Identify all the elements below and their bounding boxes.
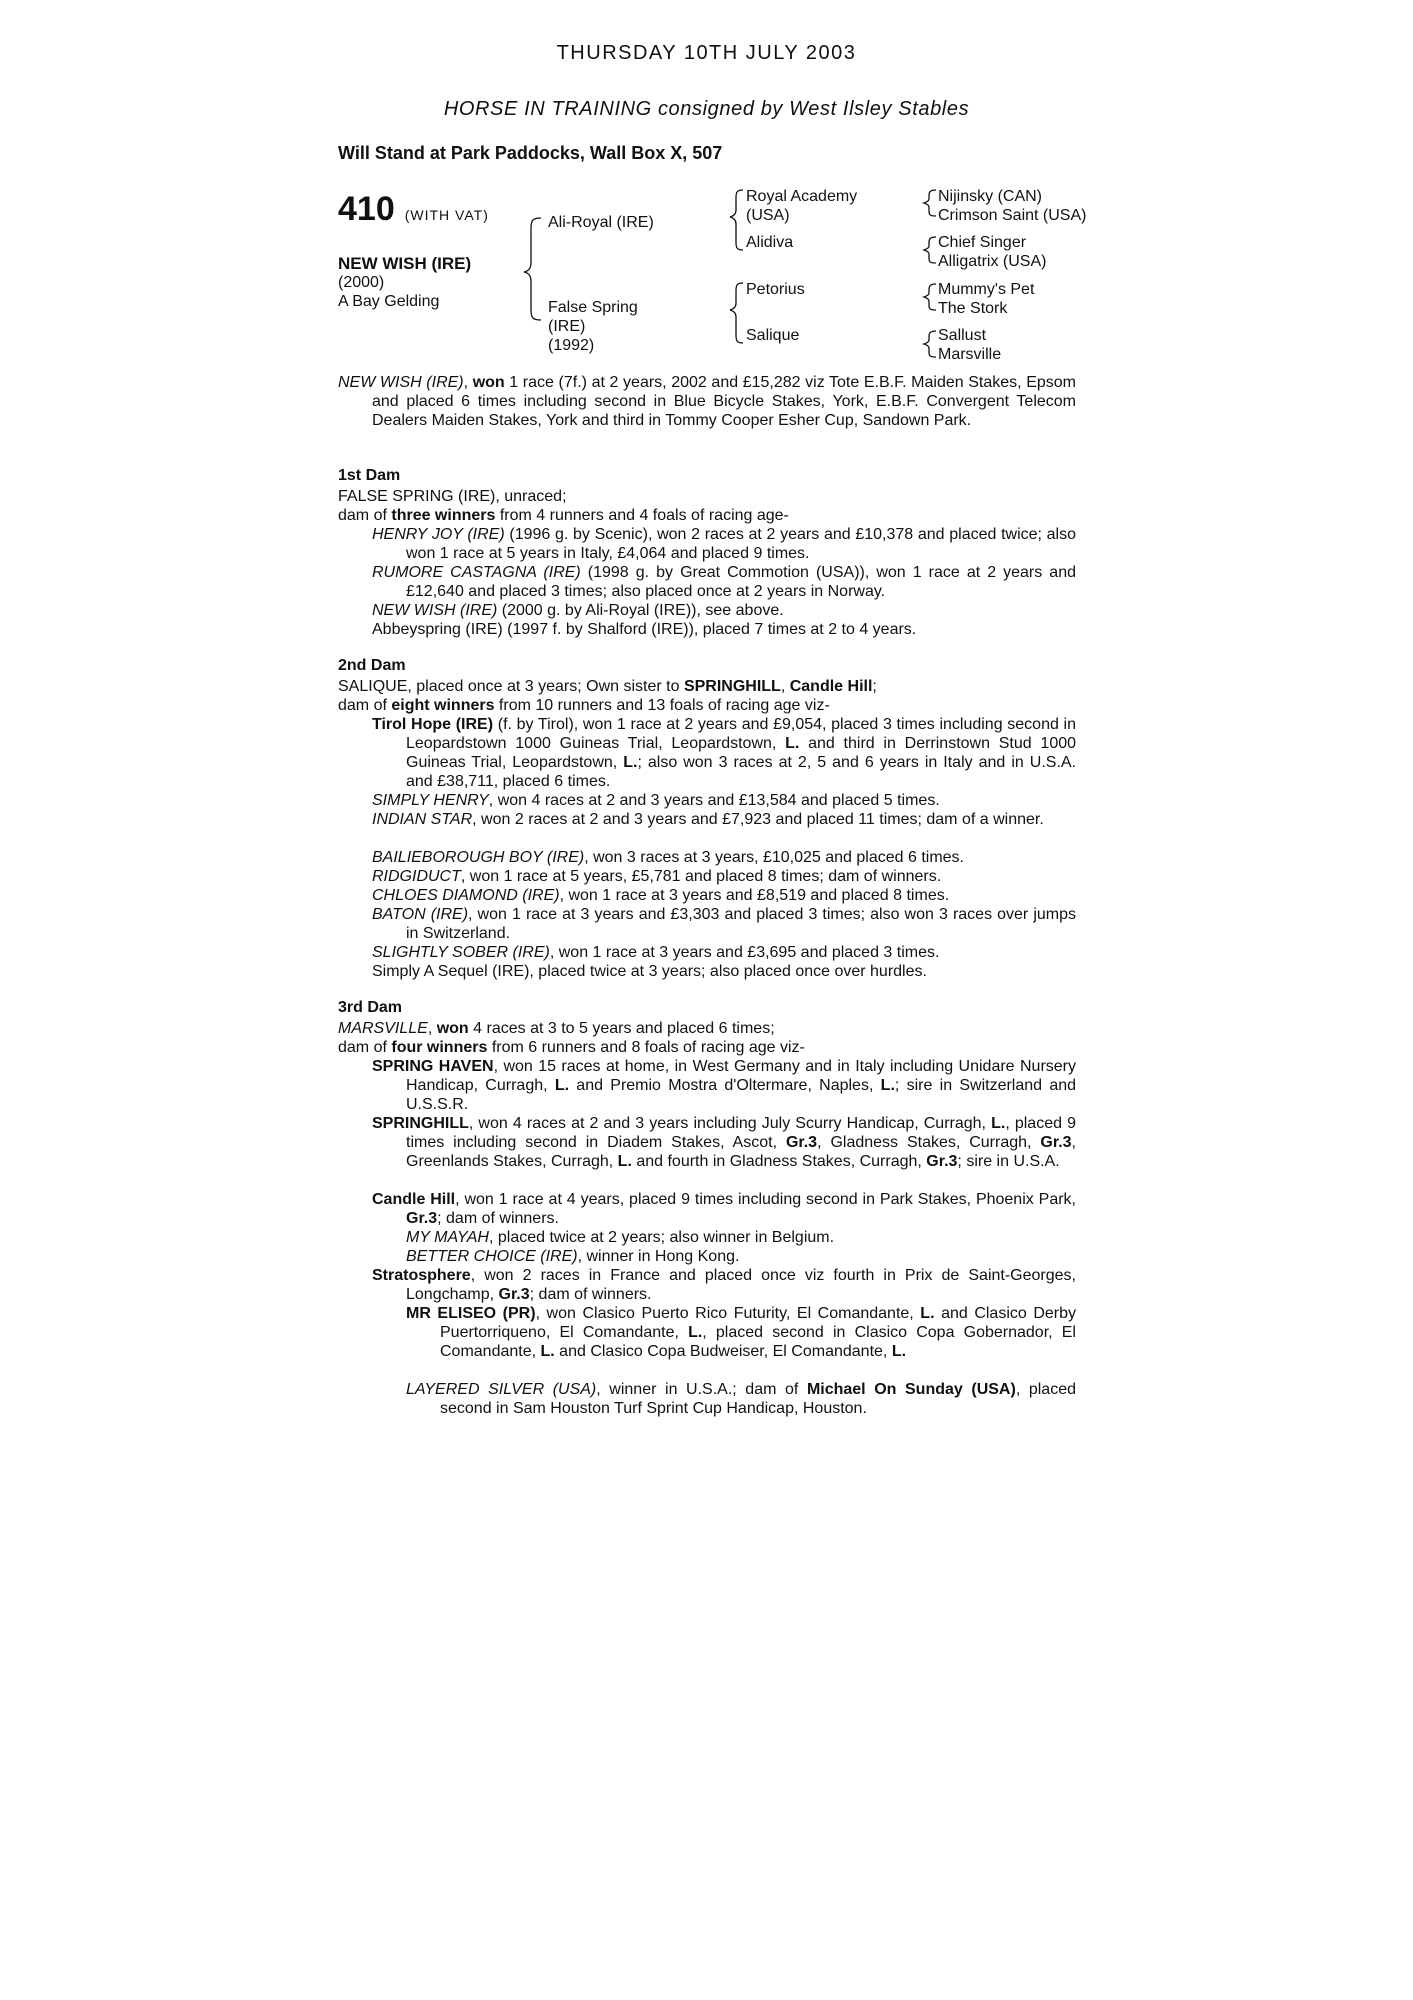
bracket-gen3-2	[924, 237, 936, 263]
first-dam-heading: 1st Dam	[338, 467, 401, 484]
pedigree-gen3-5: Mummy's Pet	[938, 281, 1035, 298]
third-dam-grandproduce-3: MR ELISEO (PR), won Clasico Puerto Rico Futurity, El Comandante, L. and Clasico Derby Puertorriqueno, El Comandante, L., placed second in Clasico Copa Gobernador, El Comandante, L. and Clasico Copa Budweiser, El Comandante, L.	[406, 1305, 1077, 1360]
third-dam-produce-1: SPRING HAVEN, won 15 races at home, in West Germany and in Italy including Unidare Nursery Handicap, Curragh, L. and Premio Mostra d'Oltermare, Naples, L.; sire in Switzerland and U.S.S.R.	[372, 1058, 1077, 1113]
first-dam-line1: FALSE SPRING (IRE), unraced;	[338, 488, 567, 505]
second-dam-produce-6: CHLOES DIAMOND (IRE), won 1 race at 3 years and £8,519 and placed 8 times.	[372, 887, 950, 904]
pedigree-gen3-7: Sallust	[938, 327, 987, 344]
horse-description: A Bay Gelding	[338, 293, 440, 310]
third-dam-line1: MARSVILLE, won 4 races at 3 to 5 years and placed 6 times;	[338, 1020, 775, 1037]
second-dam-produce-3: INDIAN STAR, won 2 races at 2 and 3 years and £7,923 and placed 11 times; dam of a winner.	[372, 811, 1044, 828]
second-dam-line1: SALIQUE, placed once at 3 years; Own sister to SPRINGHILL, Candle Hill;	[338, 678, 877, 695]
bracket-gen1	[524, 218, 541, 320]
lot-number: 410	[338, 190, 395, 228]
second-dam-produce-5: RIDGIDUCT, won 1 race at 5 years, £5,781 and placed 8 times; dam of winners.	[372, 868, 942, 885]
third-dam-produce-4: Stratosphere, won 2 races in France and placed once viz fourth in Prix de Saint-Georges, Longchamp, Gr.3; dam of winners.	[372, 1267, 1076, 1303]
pedigree-sire: Ali-Royal (IRE)	[548, 214, 654, 231]
pedigree-dam-line1: False Spring	[548, 299, 638, 316]
third-dam-produce-2: SPRINGHILL, won 4 races at 2 and 3 years including July Scurry Handicap, Curragh, L., placed 9 times including second in Diadem Stakes, Ascot, Gr.3, Gladness Stakes, Curragh, Gr.3, Greenlands Stakes, Curragh, L. and fourth in Gladness Stakes, Curragh, Gr.3; sire in U.S.A.	[372, 1115, 1076, 1170]
second-dam-produce-4: BAILIEBOROUGH BOY (IRE), won 3 races at 3 years, £10,025 and placed 6 times.	[372, 849, 964, 866]
pedigree-gen3-3: Chief Singer	[938, 234, 1027, 251]
horse-name: NEW WISH (IRE)	[338, 254, 472, 273]
pedigree-sire-dam: Alidiva	[746, 234, 794, 251]
pedigree-dam-dam: Salique	[746, 327, 800, 344]
first-dam-produce-1: HENRY JOY (IRE) (1996 g. by Scenic), won 2 races at 2 years and £10,378 and placed twice; also won 1 race at 5 years in Italy, £4,064 and placed 9 times.	[372, 526, 1077, 562]
first-dam-line2: dam of three winners from 4 runners and 4 foals of racing age-	[338, 507, 789, 524]
third-dam-grandproduce-2: BETTER CHOICE (IRE), winner in Hong Kong.	[406, 1248, 740, 1265]
pedigree-gen3-4: Alligatrix (USA)	[938, 253, 1047, 270]
horse-year: (2000)	[338, 274, 385, 291]
bracket-gen2-sire	[730, 190, 743, 250]
stand-location: Will Stand at Park Paddocks, Wall Box X, 507	[338, 143, 723, 163]
second-dam-produce-9: Simply A Sequel (IRE), placed twice at 3 years; also placed once over hurdles.	[372, 963, 927, 980]
summary-horse: NEW WISH (IRE)	[338, 374, 464, 391]
vat-note: (WITH VAT)	[404, 207, 489, 223]
race-summary: NEW WISH (IRE), won 1 race (7f.) at 2 years, 2002 and £15,282 viz Tote E.B.F. Maiden Stakes, Epsom and placed 6 times including second in Blue Bicycle Stakes, York, E.B.F. Convergent Telecom Dealers Maiden Stakes, York and third in Tommy Cooper Esher Cup, Sandown Park.	[338, 374, 1077, 429]
summary-won: won	[472, 374, 505, 391]
pedigree-dam-line2: (IRE)	[548, 318, 586, 335]
pedigree-dam-line3: (1992)	[548, 337, 595, 354]
second-dam-produce-7: BATON (IRE), won 1 race at 3 years and £3,303 and placed 3 times; also won 3 races over jumps in Switzerland.	[372, 906, 1077, 942]
pedigree-gen3-2: Crimson Saint (USA)	[938, 207, 1087, 224]
bracket-gen2-dam	[730, 283, 743, 343]
consignment-line: HORSE IN TRAINING consigned by West Ilsley Stables	[443, 98, 970, 120]
second-dam-produce-1: Tirol Hope (IRE) (f. by Tirol), won 1 race at 2 years and £9,054, placed 3 times including second in Leopardstown 1000 Guineas Trial, Leopardstown, L. and third in Derrinstown Stud 1000 Guineas Trial, Leopardstown, L.; also won 3 races at 2, 5 and 6 years in Italy and in U.S.A. and £38,711, placed 6 times.	[372, 716, 1077, 790]
summary-text: 1 race (7f.) at 2 years, 2002 and £15,282 viz Tote E.B.F. Maiden Stakes, Epsom and placed 6 times including second in Blue Bicycle Stakes, York, E.B.F. Convergent Telecom Dealers Maiden Stakes, York and third in Tommy Cooper Esher Cup, Sandown Park.	[372, 374, 1077, 429]
pedigree-brackets	[0, 0, 1413, 380]
bracket-gen3-4	[924, 331, 936, 357]
bracket-gen3-1	[924, 190, 936, 216]
pedigree-sire-sire-line1: Royal Academy	[746, 188, 858, 205]
second-dam-line2: dam of eight winners from 10 runners and 13 foals of racing age viz-	[338, 697, 830, 714]
second-dam-produce-8: SLIGHTLY SOBER (IRE), won 1 race at 3 years and £3,695 and placed 3 times.	[372, 944, 940, 961]
second-dam-produce-2: SIMPLY HENRY, won 4 races at 2 and 3 years and £13,584 and placed 5 times.	[372, 792, 940, 809]
third-dam-produce-3: Candle Hill, won 1 race at 4 years, placed 9 times including second in Park Stakes, Phoenix Park, Gr.3; dam of winners.	[372, 1191, 1077, 1227]
first-dam-produce-3: NEW WISH (IRE) (2000 g. by Ali-Royal (IRE)), see above.	[372, 602, 784, 619]
pedigree-gen3-6: The Stork	[938, 300, 1008, 317]
pedigree-gen3-1: Nijinsky (CAN)	[938, 188, 1042, 205]
bracket-gen3-3	[924, 284, 936, 310]
pedigree-gen3-8: Marsville	[938, 346, 1002, 363]
third-dam-heading: 3rd Dam	[338, 999, 403, 1016]
second-dam-heading: 2nd Dam	[338, 657, 406, 674]
first-dam-produce-4: Abbeyspring (IRE) (1997 f. by Shalford (IRE)), placed 7 times at 2 to 4 years.	[372, 621, 917, 638]
pedigree-dam-sire: Petorius	[746, 281, 805, 298]
sale-date: THURSDAY 10TH JULY 2003	[556, 42, 857, 64]
third-dam-grandproduce-1: MY MAYAH, placed twice at 2 years; also winner in Belgium.	[406, 1229, 835, 1246]
pedigree-sire-sire-line2: (USA)	[746, 207, 790, 224]
third-dam-grandproduce-4: LAYERED SILVER (USA), winner in U.S.A.; dam of Michael On Sunday (USA), placed second in Sam Houston Turf Sprint Cup Handicap, Houston.	[406, 1381, 1077, 1417]
third-dam-line2: dam of four winners from 6 runners and 8 foals of racing age viz-	[338, 1039, 805, 1056]
first-dam-produce-2: RUMORE CASTAGNA (IRE) (1998 g. by Great Commotion (USA)), won 1 race at 2 years and £12,640 and placed 3 times; also placed once at 2 years in Norway.	[372, 564, 1076, 600]
